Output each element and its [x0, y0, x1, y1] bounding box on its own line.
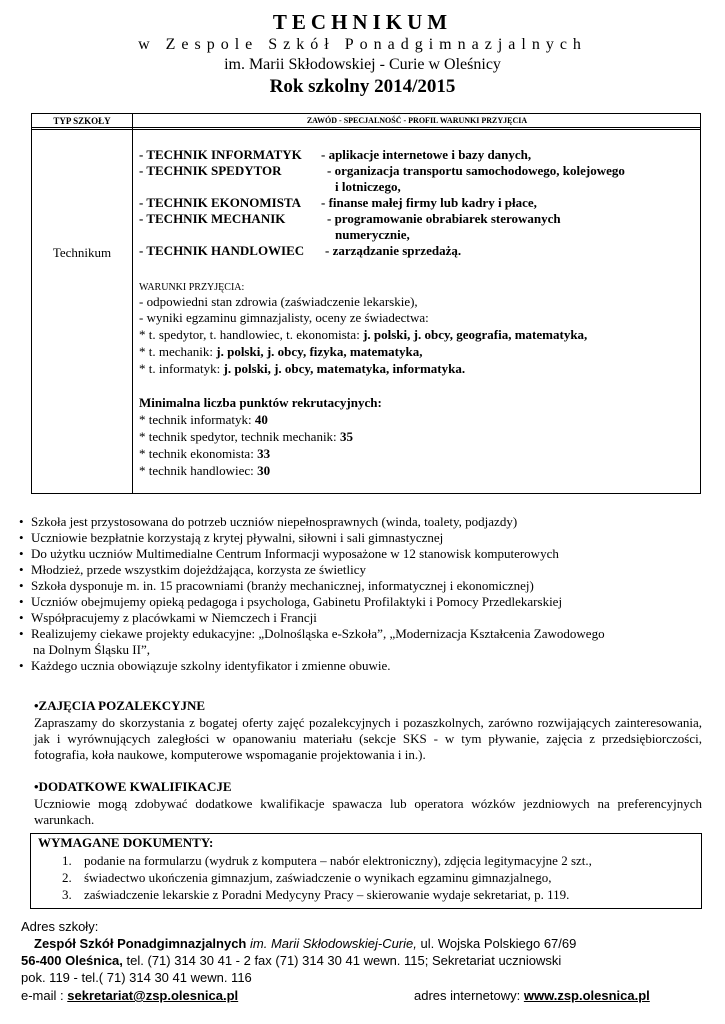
subjects-row	[139, 361, 465, 377]
required-documents-box	[30, 833, 702, 909]
school-name: Zespół Szkół Ponadgimnazjalnych	[34, 936, 247, 951]
profession-name: - TECHNIK HANDLOWIEC	[139, 243, 305, 258]
school-year: Rok szkolny 2014/2015	[269, 76, 456, 97]
profession-name: - TECHNIK SPEDYTOR	[139, 163, 282, 178]
min-points-row	[139, 429, 353, 445]
table-column-divider	[132, 114, 133, 493]
postcode-city: 56-400 Oleśnica,	[21, 953, 123, 968]
admission-line: - wyniki egzaminu gimnazjalisty, oceny ze świadectwa:	[139, 310, 429, 325]
min-points-value: 40	[254, 412, 268, 427]
profession-desc: - aplikacje internetowe i bazy danych,	[321, 147, 532, 162]
school-type-cell: Technikum	[52, 245, 112, 260]
address-line-1	[34, 935, 576, 952]
subjects-list: j. polski, j. obcy, matematyka, informatyka.	[223, 361, 466, 376]
bullet-item-continuation: na Dolnym Śląsku II”,	[33, 642, 150, 657]
school-subtitle: w Zespole Szkół Ponadgimnazjalnych	[138, 36, 587, 53]
min-points-value: 35	[339, 429, 353, 444]
school-patron: im. Marii Skłodowskiej-Curie,	[250, 936, 417, 951]
document-item: 3. zaświadczenie lekarskie z Poradni Medycyny Pracy – skierowanie wydaje sekretariat, p. 119.	[62, 887, 570, 902]
subjects-list: j. polski, j. obcy, fizyka, matematyka,	[216, 344, 423, 359]
table-header-divider	[32, 129, 700, 130]
qualifications-text: Uczniowie mogą zdobywać dodatkowe kwalifikacje spawacza lub operatora wózków jezdniowych na preferencyjnych warunkach.	[34, 796, 702, 827]
subjects-row	[139, 327, 587, 343]
school-street: ul. Wojska Polskiego 67/69	[420, 936, 577, 951]
document-item: 2. świadectwo ukończenia gimnazjum, zaświadczenie o wynikach egzaminu gimnazjalnego,	[62, 870, 552, 885]
min-points-row	[139, 463, 270, 479]
profession-desc-cont: numerycznie,	[335, 227, 410, 242]
page-title: TECHNIKUM	[272, 10, 453, 34]
min-points-label: * technik informatyk:	[139, 412, 255, 427]
email-label: e-mail :	[21, 988, 64, 1003]
column-header-school-type: TYP SZKOŁY	[53, 116, 111, 126]
bullet-item: • Współpracujemy z placówkami w Niemczech i Francji	[19, 610, 317, 625]
subjects-prefix: * t. spedytor, t. handlowiec, t. ekonomista:	[139, 327, 364, 342]
admission-heading: WARUNKI PRZYJĘCIA:	[139, 282, 245, 293]
address-label: Adres szkoły:	[21, 919, 99, 934]
address-line-2	[21, 952, 561, 969]
website-link[interactable]: www.zsp.olesnica.pl	[523, 988, 650, 1003]
profession-desc: - programowanie obrabiarek sterowanych	[327, 211, 561, 226]
website-row	[414, 987, 650, 1004]
min-points-value: 33	[257, 446, 271, 461]
min-points-label: * technik ekonomista:	[139, 446, 258, 461]
bullet-item: • Każdego ucznia obowiązuje szkolny identyfikator i zmienne obuwie.	[19, 658, 391, 673]
profession-desc-cont: i lotniczego,	[335, 179, 401, 194]
extracurricular-text: Zapraszamy do skorzystania z bogatej oferty zajęć pozalekcyjnych i pozaszkolnych, zarówno rozwijających zainteresowania, jak i wyrównujących zaległości w opanowaniu materiału (sekcje SKS - w tym pływanie, zajęcia z przedsiębiorczości, fotografia, koła naukowe, komputerowe wspomaganie projektowania i in.).	[34, 715, 702, 762]
address-line-3: pok. 119 - tel.( 71) 314 30 41 wewn. 116	[21, 970, 252, 985]
profession-name: - TECHNIK INFORMATYK	[139, 147, 302, 162]
profession-desc: - zarządzanie sprzedażą.	[325, 243, 462, 258]
min-points-row	[139, 446, 270, 462]
documents-heading: WYMAGANE DOKUMENTY:	[38, 835, 214, 850]
bullet-item: • Młodzież, przede wszystkim dojeżdżająca, korzysta ze świetlicy	[19, 562, 366, 577]
email-row	[21, 987, 238, 1004]
min-points-label: * technik spedytor, technik mechanik:	[139, 429, 340, 444]
profession-desc: - organizacja transportu samochodowego, kolejowego	[327, 163, 625, 178]
patron-subtitle: im. Marii Skłodowskiej - Curie w Oleśnicy	[224, 56, 501, 73]
bullet-item: • Szkoła jest przystosowana do potrzeb uczniów niepełnosprawnych (winda, toalety, podjazdy)	[19, 514, 518, 529]
qualifications-heading: •DODATKOWE KWALIFIKACJE	[34, 779, 232, 794]
profession-name: - TECHNIK EKONOMISTA	[139, 195, 302, 210]
profession-name: - TECHNIK MECHANIK	[139, 211, 286, 226]
email-link[interactable]: sekretariat@zsp.olesnica.pl	[67, 988, 239, 1003]
phone-numbers: tel. (71) 314 30 41 - 2 fax (71) 314 30 41 wewn. 115; Sekretariat uczniowski	[126, 953, 562, 968]
website-label: adres internetowy:	[414, 988, 521, 1003]
column-header-description: ZAWÓD - SPECJALNOŚĆ - PROFIL WARUNKI PRZYJĘCIA	[306, 116, 528, 125]
extracurricular-heading: •ZAJĘCIA POZALEKCYJNE	[34, 698, 206, 713]
subjects-prefix: * t. mechanik:	[139, 344, 217, 359]
table-header-divider	[32, 127, 700, 128]
min-points-row	[139, 412, 268, 428]
min-points-heading: Minimalna liczba punktów rekrutacyjnych:	[139, 395, 382, 410]
bullet-item: • Szkoła dysponuje m. in. 15 pracowniami (branży mechanicznej, informatycznej i ekonomicznej)	[19, 578, 534, 593]
min-points-value: 30	[257, 463, 271, 478]
admission-line: - odpowiedni stan zdrowia (zaświadczenie lekarskie),	[139, 294, 418, 309]
min-points-label: * technik handlowiec:	[139, 463, 258, 478]
document-item: 1. podanie na formularzu (wydruk z komputera – nabór elektroniczny), zdjęcia legitymacyjne 2 szt.,	[62, 853, 592, 868]
profession-desc: - finanse małej firmy lub kadry i płace,	[321, 195, 537, 210]
bullet-item: • Uczniowie bezpłatnie korzystają z krytej pływalni, siłowni i sali gimnastycznej	[19, 530, 444, 545]
subjects-row	[139, 344, 422, 360]
programs-table	[31, 113, 701, 494]
bullet-item: • Realizujemy ciekawe projekty edukacyjne: „Dolnośląska e-Szkoła”, „Modernizacja Kształcenia Zawodowego	[19, 626, 605, 641]
subjects-prefix: * t. informatyk:	[139, 361, 224, 376]
subjects-list: j. polski, j. obcy, geografia, matematyka,	[363, 327, 588, 342]
bullet-item: • Do użytku uczniów Multimedialne Centrum Informacji wyposażone w 12 stanowisk komputerowych	[19, 546, 559, 561]
bullet-item: • Uczniów obejmujemy opieką pedagoga i psychologa, Gabinetu Profilaktyki i Pomocy Przedlekarskiej	[19, 594, 563, 609]
